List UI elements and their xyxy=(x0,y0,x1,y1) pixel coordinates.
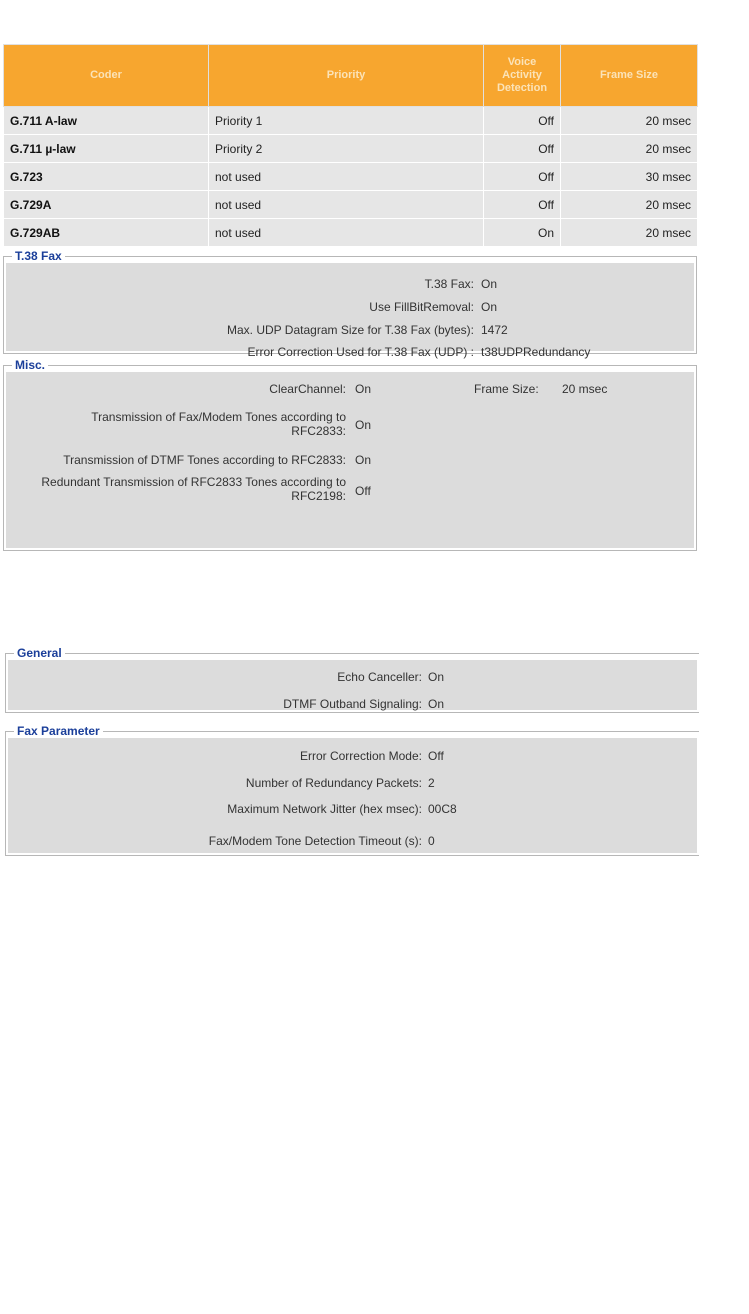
fax-modem-rfc2833-row xyxy=(6,410,694,442)
field-label: Number of Redundancy Packets: xyxy=(245,776,422,790)
coder-cell: G.711 µ-law xyxy=(4,135,209,163)
dtmf-value: On xyxy=(355,453,372,467)
field-label: Error Correction Used for T.38 Fax (UDP) : xyxy=(247,345,474,359)
coder-cell: G.729A xyxy=(4,191,209,219)
field-label: T.38 Fax: xyxy=(424,277,474,291)
fax-parameter-body xyxy=(8,738,697,853)
fax-modem-value: On xyxy=(355,418,372,432)
clear-channel-label: ClearChannel: xyxy=(269,382,346,396)
table-row xyxy=(4,163,698,191)
field-label: Fax/Modem Tone Detection Timeout (s): xyxy=(208,834,422,848)
priority-cell: not used xyxy=(209,163,484,191)
frame-size-label: Frame Size: xyxy=(474,382,539,396)
t38-fax-legend: T.38 Fax xyxy=(12,249,65,263)
table-row xyxy=(4,219,698,247)
redundant-value: Off xyxy=(355,484,371,498)
coder-cell: G.723 xyxy=(4,163,209,191)
misc-section xyxy=(3,358,697,551)
priority-cell: not used xyxy=(209,191,484,219)
codec-table-header-row xyxy=(4,45,698,107)
priority-cell: Priority 1 xyxy=(209,107,484,135)
field-value: 00C8 xyxy=(428,802,457,816)
vad-cell: On xyxy=(484,219,561,247)
vad-cell: Off xyxy=(484,191,561,219)
field-label: Error Correction Mode: xyxy=(299,749,422,763)
field-label: Max. UDP Datagram Size for T.38 Fax (bytes): xyxy=(227,323,474,337)
field-value: On xyxy=(428,697,445,711)
fax-modem-label: Transmission of Fax/Modem Tones according to RFC2833: xyxy=(91,410,346,438)
table-row xyxy=(4,135,698,163)
field-value: t38UDPRedundancy xyxy=(481,345,591,359)
field-label: Use FillBitRemoval: xyxy=(369,300,474,314)
frame-size-cell: 30 msec xyxy=(561,163,698,191)
header-priority: Priority xyxy=(209,45,484,107)
field-value: Off xyxy=(428,749,444,763)
fax-parameter-legend: Fax Parameter xyxy=(14,724,103,738)
header-vad: Voice Activity Detection xyxy=(484,45,561,107)
clear-channel-value: On xyxy=(355,382,372,396)
field-value: On xyxy=(481,300,498,314)
codec-table xyxy=(3,44,698,247)
redundant-label: Redundant Transmission of RFC2833 Tones according to RFC2198: xyxy=(41,475,346,503)
misc-legend: Misc. xyxy=(12,358,48,372)
general-body xyxy=(8,660,697,710)
redundant-rfc2198-row xyxy=(6,475,694,507)
field-value: 2 xyxy=(428,776,435,790)
misc-body xyxy=(6,372,694,548)
frame-size-cell: 20 msec xyxy=(561,191,698,219)
vad-cell: Off xyxy=(484,135,561,163)
priority-cell: Priority 2 xyxy=(209,135,484,163)
coder-cell: G.729AB xyxy=(4,219,209,247)
field-value: On xyxy=(428,670,445,684)
field-value: 1472 xyxy=(481,323,508,337)
field-value: 0 xyxy=(428,834,435,848)
t38-fax-body xyxy=(6,263,694,359)
frame-size-cell: 20 msec xyxy=(561,219,698,247)
table-row xyxy=(4,107,698,135)
general-section xyxy=(5,646,699,713)
vad-cell: Off xyxy=(484,107,561,135)
field-label: DTMF Outband Signaling: xyxy=(283,697,422,711)
coder-cell: G.711 A-law xyxy=(4,107,209,135)
dtmf-label: Transmission of DTMF Tones according to RFC2833: xyxy=(63,453,346,467)
header-coder: Coder xyxy=(4,45,209,107)
priority-cell: not used xyxy=(209,219,484,247)
frame-size-value: 20 msec xyxy=(562,382,608,396)
fax-parameter-section xyxy=(5,724,699,856)
field-value: On xyxy=(481,277,498,291)
frame-size-cell: 20 msec xyxy=(561,135,698,163)
vad-cell: Off xyxy=(484,163,561,191)
general-legend: General xyxy=(14,646,65,660)
field-label: Echo Canceller: xyxy=(337,670,422,684)
frame-size-cell: 20 msec xyxy=(561,107,698,135)
t38-fax-section xyxy=(3,249,697,359)
field-label: Maximum Network Jitter (hex msec): xyxy=(227,802,422,816)
header-frame-size: Frame Size xyxy=(561,45,698,107)
table-row xyxy=(4,191,698,219)
